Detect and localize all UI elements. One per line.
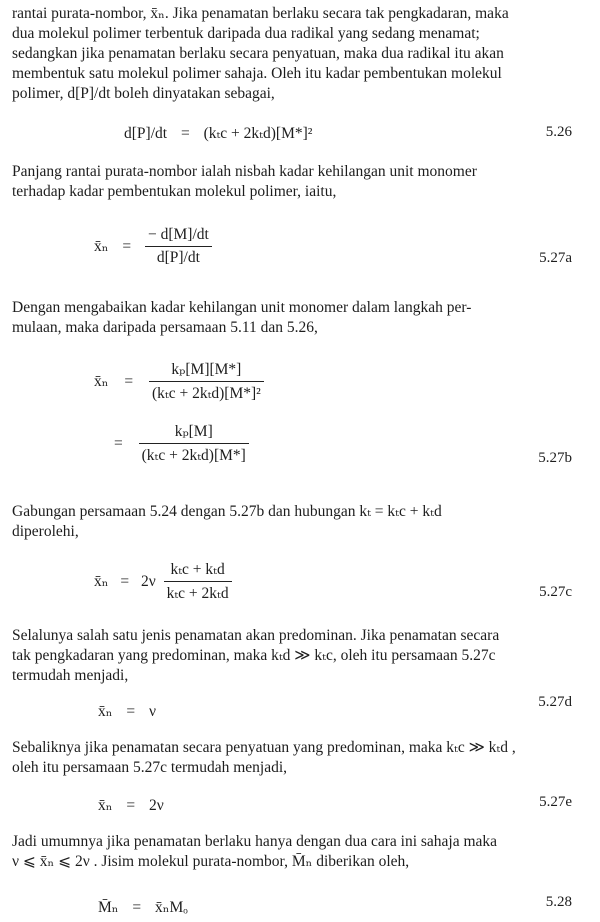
eq-rhs: ν [148, 703, 156, 720]
paragraph-combination-predominant [12, 738, 584, 778]
numerator: kₚ[M][M*] [149, 360, 264, 382]
eq-sign: = [120, 572, 130, 590]
equation-number: 5.27c [539, 584, 572, 600]
numerator: − d[M]/dt [145, 226, 212, 247]
eq-sign: = [180, 125, 190, 142]
equation-number: 5.26 [545, 124, 572, 140]
text-line: termudah menjadi, [12, 667, 129, 684]
eq-rhs: 2ν [148, 797, 164, 814]
eq-sign: = [122, 237, 132, 255]
equation-number: 5.27a [539, 250, 572, 266]
text-line: Gabungan persamaan 5.24 dengan 5.27b dan hubungan kₜ = kₜc + kₜd [12, 503, 442, 520]
paragraph-chain-length [12, 162, 584, 202]
equation-number: 5.28 [545, 894, 572, 910]
denominator: (kₜc + 2kₜd)[M*]² [151, 385, 261, 402]
text-line: diperolehi, [12, 523, 79, 540]
eq-sign: = [132, 899, 142, 916]
eq-lhs: x̄ₙ [94, 238, 109, 255]
text-line: polimer, d[P]/dt boleh dinyatakan sebagai, [12, 85, 275, 102]
text-line: Jadi umumnya jika penamatan berlaku hanya dengan dua cara ini sahaja maka [12, 833, 498, 850]
equation-5-26 [124, 124, 312, 143]
numerator: kₚ[M] [139, 422, 249, 444]
text-line: Panjang rantai purata-nombor ialah nisbah kadar kehilangan unit monomer [12, 163, 477, 180]
eq-lhs: d[P]/dt [124, 125, 168, 142]
eq-lhs: M̄ₙ [98, 899, 119, 916]
paragraph-combination [12, 502, 584, 542]
text-line: Sebaliknya jika penamatan secara penyatuan yang predominan, maka kₜc ≫ kₜd , [12, 739, 516, 756]
eq-sign: = [124, 372, 134, 390]
fraction [164, 560, 232, 603]
equation-5-27d [98, 702, 156, 721]
denominator: d[P]/dt [156, 249, 200, 266]
eq-lhs: x̄ₙ [94, 573, 109, 590]
fraction [149, 360, 264, 403]
text-line: Selalunya salah satu jenis penamatan akan predominan. Jika penamatan secara [12, 627, 500, 644]
paragraph-neglect-initiation [12, 298, 584, 338]
text-line: tak pengkadaran yang predominan, maka kₜd ≫ kₜc, oleh itu persamaan 5.27c [12, 647, 496, 664]
equation-5-27a [94, 226, 212, 267]
equation-number: 5.27b [538, 450, 572, 466]
text-line: terhadap kadar pembentukan molekul polimer, iaitu, [12, 183, 337, 200]
text-line: Dengan mengabaikan kadar kehilangan unit monomer dalam langkah per- [12, 299, 472, 316]
fraction [139, 422, 249, 465]
equation-number: 5.27e [539, 794, 572, 810]
eq-rhs: (kₜc + 2kₜd)[M*]² [203, 125, 313, 142]
text-line: rantai purata-nombor, x̄ₙ. Jika penamatan berlaku secara tak pengkadaran, maka [12, 5, 509, 22]
eq-lhs: x̄ₙ [98, 797, 113, 814]
denominator: (kₜc + 2kₜd)[M*] [141, 447, 246, 464]
text-line: ν ⩽ x̄ₙ ⩽ 2ν . Jisim molekul purata-nombor, M̄ₙ diberikan oleh, [12, 853, 410, 870]
denominator: kₜc + 2kₜd [166, 585, 229, 602]
equation-5-27e [98, 796, 164, 815]
eq-sign: = [114, 434, 123, 452]
equation-number: 5.27d [538, 694, 572, 710]
text-line: membentuk satu molekul polimer sahaja. Oleh itu kadar pembentukan molekul [12, 65, 502, 82]
text-line: oleh itu persamaan 5.27c termudah menjadi, [12, 759, 288, 776]
eq-rhs: x̄ₙMₒ [155, 899, 188, 916]
eq-coefficient: 2ν [140, 572, 156, 590]
paragraph-predominant [12, 626, 584, 686]
eq-lhs: x̄ₙ [98, 703, 113, 720]
equation-5-27c [94, 560, 232, 603]
paragraph-intro [12, 4, 584, 104]
equation-5-27b-step2 [114, 422, 249, 465]
text-line: sedangkan jika penamatan berlaku secara penyatuan, maka dua radikal itu akan [12, 45, 504, 62]
text-line: dua molekul polimer terbentuk daripada dua radikal yang sedang menamat; [12, 25, 480, 42]
eq-lhs: x̄ₙ [94, 373, 109, 390]
text-line: mulaan, maka daripada persamaan 5.11 dan 5.26, [12, 319, 318, 336]
eq-sign: = [126, 797, 136, 814]
eq-sign: = [126, 703, 136, 720]
numerator: kₜc + kₜd [164, 560, 232, 582]
equation-5-28 [98, 898, 188, 917]
equation-5-27b-step1 [94, 360, 264, 403]
fraction [145, 226, 212, 267]
paragraph-general [12, 832, 584, 872]
